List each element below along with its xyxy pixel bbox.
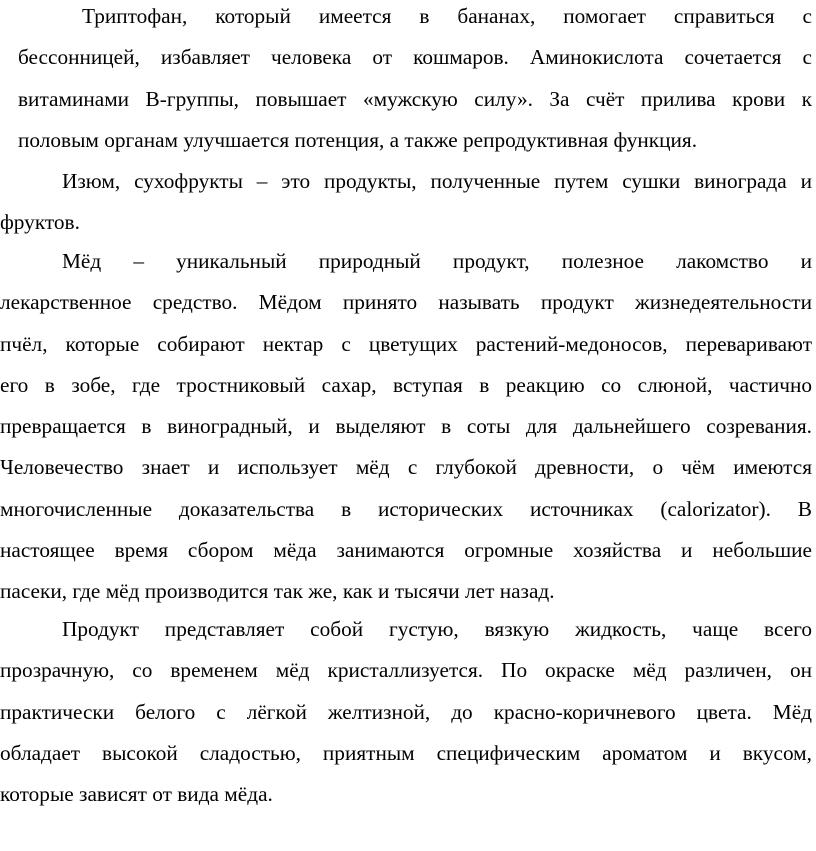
text-line: Мёд – уникальный природный продукт, полезное лакомство и <box>62 249 812 273</box>
paragraph-raisins <box>0 161 816 244</box>
text-line: лекарственное средство. Мёдом принято называть продукт жизнедеятельности <box>0 290 812 315</box>
paragraph-honey-properties <box>0 609 816 815</box>
text-line: настоящее время сбором мёда занимаются огромные хозяйства и небольшие <box>0 538 812 563</box>
paragraph-tryptophan <box>0 0 816 161</box>
text-line: Продукт представляет собой густую, вязкую жидкость, чаще всего <box>62 617 812 641</box>
text-line: прозрачную, со временем мёд кристаллизуется. По окраске мёд различен, он <box>0 658 812 683</box>
text-line: его в зобе, где тростниковый сахар, вступая в реакцию со слюной, частично <box>0 372 812 397</box>
text-line: практически белого с лёгкой желтизной, до красно-коричневого цвета. Мёд <box>0 699 812 724</box>
text-line: бессонницей, избавляет человека от кошмаров. Аминокислота сочетается с <box>18 45 812 70</box>
text-line: Человечество знает и использует мёд с глубокой древности, о чём имеются <box>0 455 812 480</box>
text-line: пасеки, где мёд производится так же, как и тысячи лет назад. <box>0 579 555 604</box>
text-line: фруктов. <box>0 210 80 235</box>
paragraph-honey-intro <box>0 241 816 613</box>
text-line: половым органам улучшается потенция, а также репродуктивная функция. <box>18 127 698 152</box>
text-line: многочисленные доказательства в исторических источниках (calorizator). В <box>0 496 812 521</box>
text-line: витаминами В-группы, повышает «мужскую силу». За счёт прилива крови к <box>18 86 812 111</box>
text-line: превращается в виноградный, и выделяют в соты для дальнейшего созревания. <box>0 414 812 439</box>
text-line: которые зависят от вида мёда. <box>0 782 273 807</box>
text-line: Триптофан, который имеется в бананах, помогает справиться с <box>82 4 812 28</box>
text-line: обладает высокой сладостью, приятным специфическим ароматом и вкусом, <box>0 740 812 765</box>
text-line: пчёл, которые собирают нектар с цветущих растений-медоносов, переваривают <box>0 331 812 356</box>
text-line: Изюм, сухофрукты – это продукты, полученные путем сушки винограда и <box>62 169 812 193</box>
